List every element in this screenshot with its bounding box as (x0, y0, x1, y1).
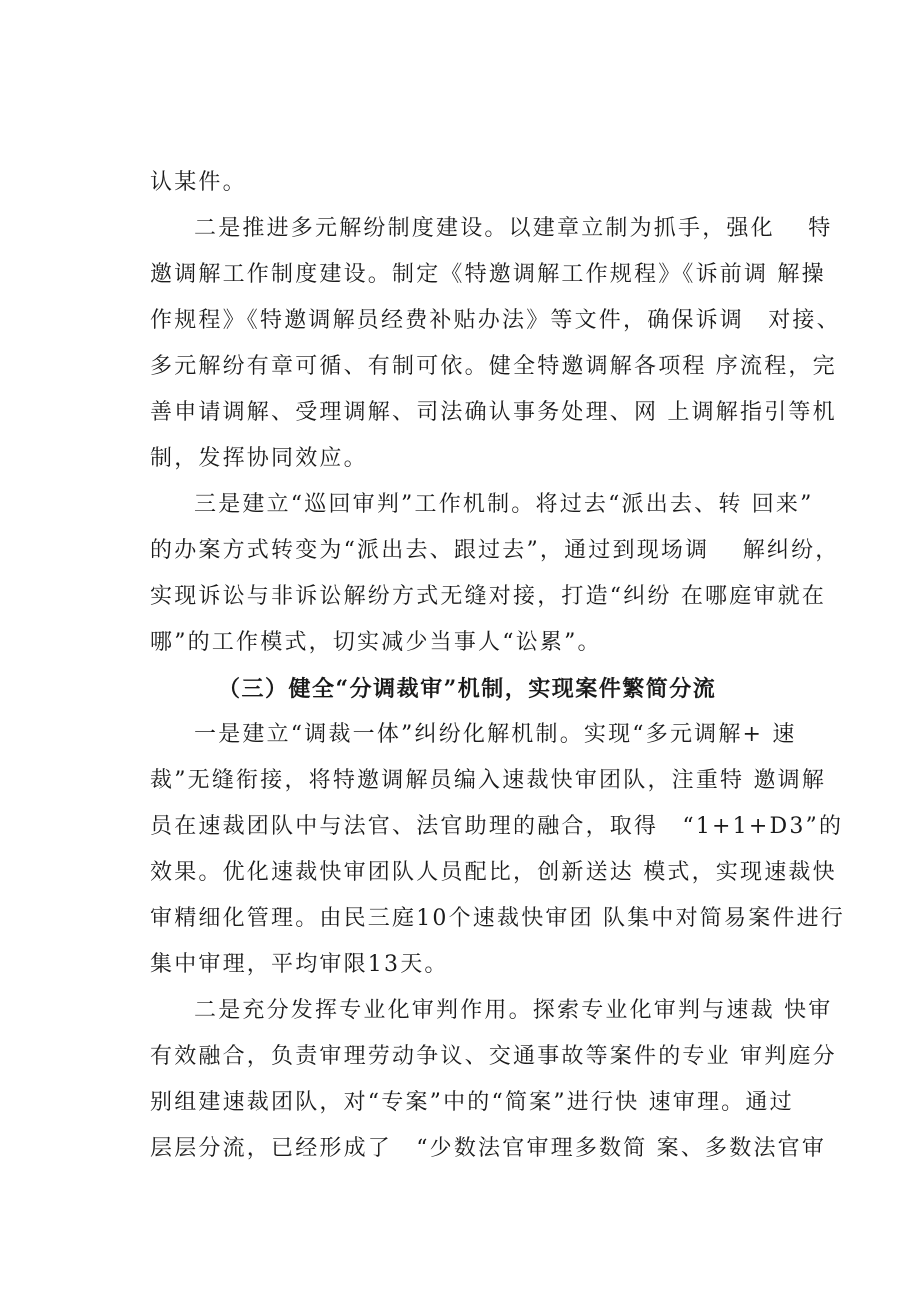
paragraph-4-line-5: 审精细化管理。由民三庭10个速裁快审团 队集中对简易案件进行 (150, 906, 845, 931)
paragraph-3-line-2: 的办案方式转变为“派出去、跟过去”，通过到现场调 解纠纷， (150, 538, 840, 563)
paragraph-4-line-1: 一是建立“调裁一体”纠纷化解机制。实现“多元调解+ 速 (194, 722, 797, 747)
paragraph-3-line-4: 哪”的工作模式，切实减少当事人“讼累”。 (150, 630, 602, 655)
paragraph-2-line-2: 邀调解工作制度建设。制定《特邀调解工作规程》《诉前调 解操 (150, 262, 826, 287)
section-heading: （三）健全“分调裁审”机制，实现案件繁简分流 (218, 676, 717, 702)
paragraph-2-line-1: 二是推进多元解纷制度建设。以建章立制为抓手，强化 特 (194, 216, 833, 241)
paragraph-4-line-2: 裁”无缝衔接，将特邀调解员编入速裁快审团队，注重特 邀调解 (150, 768, 827, 793)
text-line-1: 认某件。 (150, 170, 247, 195)
paragraph-2-line-4: 多元解纷有章可循、有制可依。健全特邀调解各项程 序流程，完 (150, 354, 837, 379)
paragraph-4-line-4: 效果。优化速裁快审团队人员配比，创新送达 模式，实现速裁快 (150, 860, 837, 885)
paragraph-2-line-6: 制，发挥协同效应。 (150, 446, 368, 471)
paragraph-5-line-3: 别组建速裁团队，对“专案”中的“简案”进行快 速审理。通过 (150, 1090, 794, 1115)
paragraph-4-line-6: 集中审理，平均审限13天。 (150, 952, 449, 977)
paragraph-5-line-1: 二是充分发挥专业化审判作用。探索专业化审判与速裁 快审 (194, 998, 833, 1023)
paragraph-2-line-3: 作规程》《特邀调解员经费补贴办法》等文件，确保诉调 对接、 (150, 308, 841, 333)
paragraph-5-line-4: 层层分流，已经形成了 “少数法官审理多数简 案、多数法官审 (150, 1136, 827, 1161)
paragraph-4-line-3: 员在速裁团队中与法官、法官助理的融合，取得 “1+1+D3”的 (150, 814, 844, 839)
paragraph-2-line-5: 善申请调解、受理调解、司法确认事务处理、网 上调解指引等机 (150, 400, 837, 425)
paragraph-5-line-2: 有效融合，负责审理劳动争议、交通事故等案件的专业 审判庭分 (150, 1044, 837, 1069)
paragraph-3-line-1: 三是建立“巡回审判”工作机制。将过去“派出去、转 回来” (194, 492, 814, 517)
paragraph-3-line-3: 实现诉讼与非诉讼解纷方式无缝对接，打造“纠纷 在哪庭审就在 (150, 584, 827, 609)
